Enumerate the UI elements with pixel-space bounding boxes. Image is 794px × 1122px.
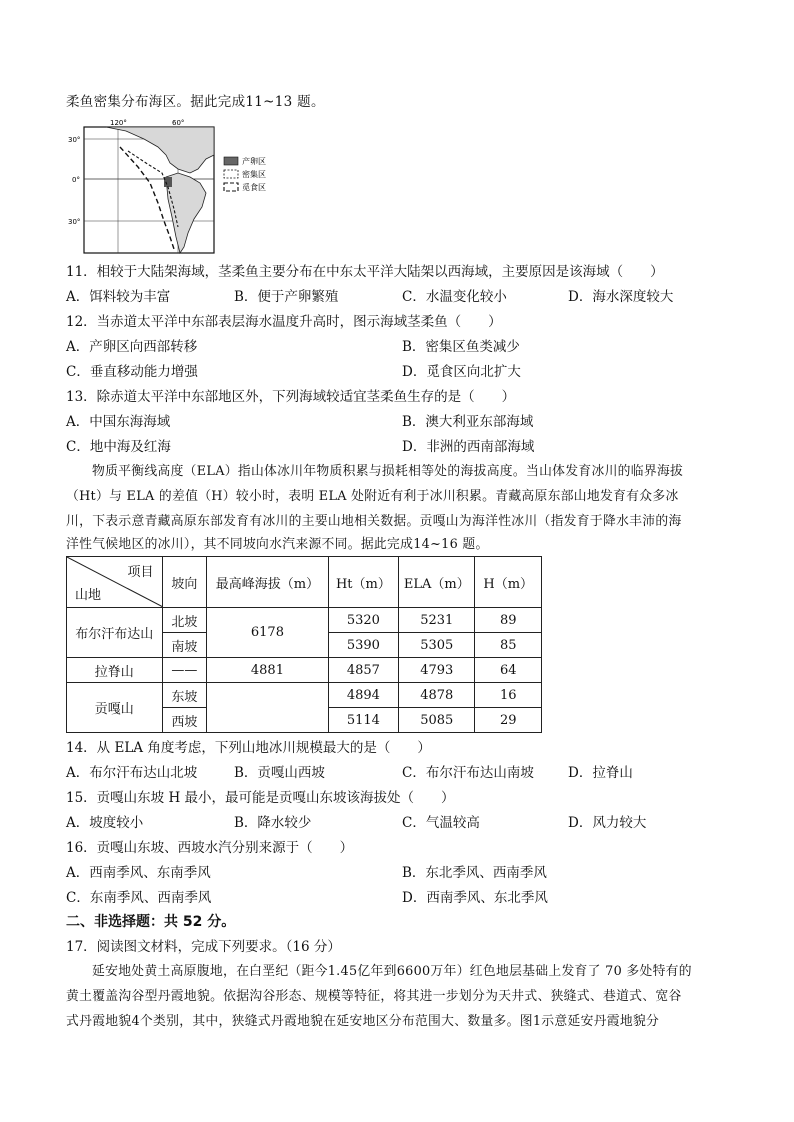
legend-swatch-spawning [224, 157, 238, 165]
ht-value: 5114 [328, 708, 398, 733]
h-value: 64 [475, 658, 542, 683]
option-a[interactable]: A．饵料较为丰富 [66, 289, 171, 305]
peak-elevation: 6178 [207, 608, 329, 658]
ht-value: 5320 [328, 608, 398, 633]
peak-elevation [207, 683, 329, 733]
option-c[interactable]: C．布尔汗布达山南坡 [402, 765, 534, 781]
ela-value: 5231 [399, 608, 475, 633]
table-row [67, 683, 542, 708]
glacier-data-table [66, 556, 542, 733]
mountain-name: 贡嘎山 [67, 683, 163, 733]
question-17-stem: 17．阅读图文材料，完成下列要求。（16 分） [66, 939, 341, 955]
option-a[interactable]: A．中国东海海域 [66, 414, 171, 430]
question-14-stem: 14．从 ELA 角度考虑，下列山地冰川规模最大的是（ ） [66, 740, 431, 756]
header-ht: Ht（m） [328, 557, 398, 608]
option-b[interactable]: B．贡嘎山西坡 [234, 765, 325, 781]
passage2-line-1: 物质平衡线高度（ELA）指山体冰川年物质积累与损耗相等处的海拔高度。当山体发育冰川的临界海拔 [92, 464, 684, 479]
table-row [67, 658, 542, 683]
h-value: 89 [475, 608, 542, 633]
question-13-options-row2 [66, 437, 746, 457]
h-value: 85 [475, 633, 542, 658]
question-12-options-row2 [66, 362, 746, 382]
question-11-options [66, 287, 746, 307]
legend-label-spawning: 产卵区 [242, 157, 266, 166]
option-c[interactable]: C．东南季风、西南季风 [66, 890, 212, 906]
question-12-stem: 12．当赤道太平洋中东部表层海水温度升高时，图示海域茎柔鱼（ ） [66, 314, 502, 330]
mountain-name: 布尔汗布达山 [67, 608, 163, 658]
legend-label-dense: 密集区 [242, 170, 266, 179]
q17-passage-line-3: 式丹霞地貌4个类别，其中，狭缝式丹霞地貌在延安地区分布范围大、数量多。图1示意延安丹霞地貌分 [66, 1014, 660, 1029]
passage2-line-3: 川，下表示意青藏高原东部发育有冰川的主要山地相关数据。贡嘎山为海洋性冰川（指发育于降水丰沛的海 [66, 514, 682, 529]
question-11-stem: 11．相较于大陆架海域，茎柔鱼主要分布在中东太平洋大陆架以西海域，主要原因是该海域（ ） [66, 264, 664, 280]
lon-label-60: 60° [172, 119, 185, 127]
option-a[interactable]: A．布尔汗布达山北坡 [66, 765, 198, 781]
question-15-options [66, 813, 746, 833]
question-16-stem: 16．贡嘎山东坡、西坡水汽分别来源于（ ） [66, 840, 354, 856]
legend-swatch-feeding [224, 183, 238, 191]
ht-value: 4894 [328, 683, 398, 708]
option-a[interactable]: A．西南季风、东南季风 [66, 865, 211, 881]
lon-label-120: 120° [110, 119, 127, 127]
option-b[interactable]: B．便于产卵繁殖 [234, 289, 339, 305]
h-value: 16 [475, 683, 542, 708]
option-c[interactable]: C．气温较高 [402, 815, 480, 831]
ela-value: 4878 [399, 683, 475, 708]
mountain-name: 拉脊山 [67, 658, 163, 683]
option-c[interactable]: C．水温变化较小 [402, 289, 507, 305]
section-title: 二、非选择题：共 52 分。 [66, 914, 236, 930]
q17-passage-line-1: 延安地处黄土高原腹地，在白垩纪（距今1.45亿年到6600万年）红色地层基础上发育了 70 多处特有的 [92, 964, 692, 979]
option-b[interactable]: B．澳大利亚东部海域 [402, 414, 534, 430]
header-peak: 最高峰海拔（m） [207, 557, 329, 608]
ela-value: 5085 [399, 708, 475, 733]
aspect: 西坡 [162, 708, 207, 733]
option-a[interactable]: A．坡度较小 [66, 815, 144, 831]
peak-elevation: 4881 [207, 658, 329, 683]
aspect: 南坡 [162, 633, 207, 658]
question-13-stem: 13．除赤道太平洋中东部地区外，下列海域较适宜茎柔鱼生存的是（ ） [66, 389, 516, 405]
header-ela: ELA（m） [399, 557, 475, 608]
spawning-zone [164, 177, 172, 187]
aspect: 东坡 [162, 683, 207, 708]
ht-value: 5390 [328, 633, 398, 658]
option-b[interactable]: B．密集区鱼类减少 [402, 339, 520, 355]
passage2-line-4: 洋性气候地区的冰川），其不同坡向水汽来源不同。据此完成14~16 题。 [66, 537, 489, 552]
question-15-stem: 15．贡嘎山东坡 H 最小，最可能是贡嘎山东坡该海拔处（ ） [66, 790, 455, 806]
ela-value: 5305 [399, 633, 475, 658]
lat-label-0: 0° [72, 176, 80, 184]
q17-passage-line-2: 黄土覆盖沟谷型丹霞地貌。依据沟谷形态、规模等特征，将其进一步划分为天井式、狭缝式、巷道式、宽谷 [66, 989, 682, 1004]
option-d[interactable]: D．西南季风、东北季风 [402, 890, 548, 906]
legend-swatch-dense [224, 170, 238, 178]
question-16-options-row1 [66, 863, 746, 883]
lat-label-30s: 30° [68, 218, 81, 226]
option-b[interactable]: B．东北季风、西南季风 [402, 865, 547, 881]
question-14-options [66, 763, 746, 783]
h-value: 29 [475, 708, 542, 733]
option-b[interactable]: B．降水较少 [234, 815, 312, 831]
ht-value: 4857 [328, 658, 398, 683]
table-corner-cell [67, 557, 163, 608]
passage-tail: 柔鱼密集分布海区。据此完成11~13 题。 [66, 94, 325, 110]
corner-label-item: 项目 [127, 565, 154, 580]
passage2-line-2: （Ht）与 ELA 的差值（H）较小时，表明 ELA 处附近有利于冰川积累。青藏高原东部山地发育有众多冰 [66, 489, 679, 504]
ela-value: 4793 [399, 658, 475, 683]
option-d[interactable]: D．觅食区向北扩大 [402, 364, 521, 380]
lat-label-30n: 30° [68, 136, 81, 144]
option-c[interactable]: C．地中海及红海 [66, 439, 171, 455]
aspect: 北坡 [162, 608, 207, 633]
option-d[interactable]: D．风力较大 [568, 815, 647, 831]
option-d[interactable]: D．拉脊山 [568, 765, 633, 781]
option-c[interactable]: C．垂直移动能力增强 [66, 364, 198, 380]
question-16-options-row2 [66, 888, 746, 908]
header-aspect: 坡向 [162, 557, 207, 608]
squid-distribution-map [66, 117, 306, 257]
legend-label-feeding: 觅食区 [242, 183, 266, 192]
question-13-options-row1 [66, 412, 746, 432]
table-row [67, 608, 542, 633]
aspect: —— [162, 658, 207, 683]
header-h: H（m） [475, 557, 542, 608]
question-12-options-row1 [66, 337, 746, 357]
option-d[interactable]: D．海水深度较大 [568, 289, 674, 305]
option-d[interactable]: D．非洲的西南部海域 [402, 439, 535, 455]
corner-label-mountain: 山地 [75, 588, 102, 603]
option-a[interactable]: A．产卵区向西部转移 [66, 339, 198, 355]
